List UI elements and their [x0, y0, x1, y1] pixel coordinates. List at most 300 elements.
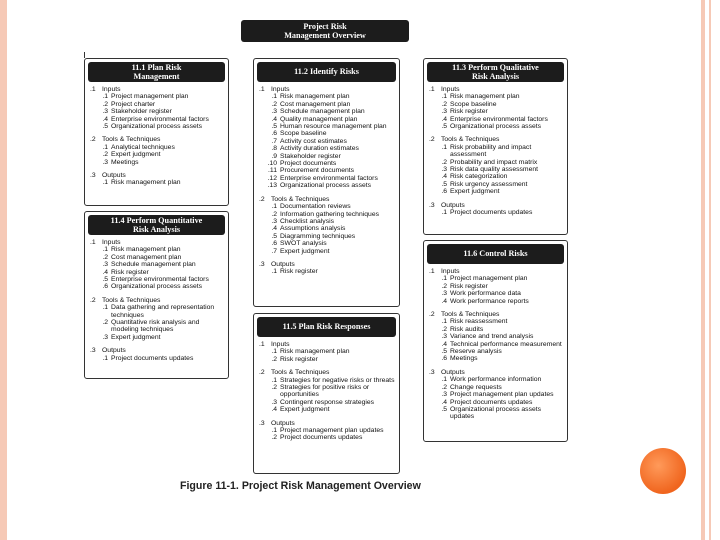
item-number: .5 — [271, 232, 277, 240]
list-item — [259, 427, 395, 434]
item-number: .11 — [268, 167, 277, 175]
section-title-outputs — [429, 202, 563, 209]
section-number: .2 — [429, 311, 435, 319]
list-item — [259, 356, 395, 363]
list-item — [259, 434, 395, 441]
list-item — [90, 116, 224, 123]
list-item — [259, 116, 395, 123]
item-text: Expert judgment — [280, 247, 330, 255]
list-item — [259, 130, 395, 137]
item-number: .2 — [271, 355, 277, 363]
section-number: .3 — [429, 201, 435, 209]
item-number: .5 — [441, 123, 447, 131]
section-title-outputs — [90, 172, 224, 179]
item-text: Stakeholder register — [111, 108, 172, 116]
item-text: Contingent response strategies — [280, 398, 375, 406]
list-item — [259, 167, 395, 174]
item-text: Variance and trend analysis — [450, 333, 534, 341]
item-number: .1 — [271, 348, 277, 356]
list-item — [429, 166, 563, 173]
section-number: .2 — [90, 136, 96, 144]
item-text: Cost management plan — [280, 100, 351, 108]
list-item — [90, 93, 224, 100]
list-item — [429, 406, 563, 421]
list-item — [259, 138, 395, 145]
figure-caption: Figure 11-1. Project Risk Management Overview — [180, 480, 421, 492]
item-text: Assumptions analysis — [280, 225, 346, 233]
item-number: .1 — [441, 209, 447, 217]
item-text: SWOT analysis — [280, 240, 327, 248]
process-content-11-1 — [90, 86, 224, 187]
list-item — [259, 123, 395, 130]
section-number: .1 — [259, 86, 265, 93]
item-number: .4 — [271, 225, 277, 233]
item-text: Project management plan — [450, 275, 528, 283]
process-header-11-3 — [427, 62, 564, 82]
item-number: .1 — [271, 376, 277, 384]
list-item — [90, 159, 224, 166]
item-text: Organizational process assets — [450, 123, 542, 131]
item-number: .2 — [441, 282, 447, 290]
item-text: Risk register — [450, 282, 488, 290]
item-number: .12 — [267, 174, 277, 182]
list-item — [429, 326, 563, 333]
item-text: Scope baseline — [450, 100, 497, 108]
item-number: .2 — [441, 100, 447, 108]
list-item — [90, 269, 224, 276]
item-number: .1 — [102, 304, 108, 312]
list-item — [90, 179, 224, 186]
item-text: Organizational process assets — [111, 123, 203, 131]
item-number: .1 — [441, 93, 447, 101]
list-item — [429, 399, 563, 406]
list-item — [259, 406, 395, 413]
section-title-outputs — [259, 261, 395, 268]
item-number: .4 — [271, 406, 277, 414]
list-item — [429, 275, 563, 282]
process-header-11-4 — [88, 215, 225, 235]
section-label: Inputs — [441, 86, 460, 93]
list-item — [259, 248, 395, 255]
item-text: Risk urgency assessment — [450, 180, 528, 188]
item-number: .2 — [271, 434, 277, 442]
section-number: .1 — [429, 268, 435, 275]
item-text: Risk audits — [450, 325, 484, 333]
section-label: Tools & Techniques — [441, 136, 500, 144]
section-title-tools — [429, 136, 563, 143]
item-text: Expert judgment — [111, 333, 161, 341]
section-title-inputs — [90, 239, 224, 246]
item-number: .4 — [102, 268, 108, 276]
item-text: Enterprise environmental factors — [111, 115, 209, 123]
item-text: Risk categorization — [450, 173, 508, 181]
list-item — [259, 101, 395, 108]
list-item — [259, 348, 395, 355]
section-number: .1 — [90, 86, 96, 93]
list-item — [259, 240, 395, 247]
item-text: Project charter — [111, 100, 156, 108]
item-text: Procurement documents — [280, 167, 355, 175]
section-label: Inputs — [102, 239, 121, 246]
item-text: Work performance information — [450, 376, 542, 384]
item-text: Organizational process assets — [280, 182, 372, 190]
item-text: Organizational process assets — [111, 283, 203, 291]
section-title-tools — [90, 297, 224, 304]
section-title-tools — [259, 369, 395, 376]
list-item — [90, 283, 224, 290]
section-label: Tools & Techniques — [102, 296, 161, 304]
process-title-11-2-line1: 11.2 Identify Risks — [294, 67, 359, 77]
list-item — [259, 233, 395, 240]
item-text: Risk data quality assessment — [450, 166, 539, 174]
process-box-11-3 — [423, 58, 568, 235]
list-item — [429, 116, 563, 123]
item-number: .1 — [271, 268, 277, 276]
item-number: .2 — [441, 325, 447, 333]
item-text: Enterprise environmental factors — [450, 115, 548, 123]
item-text: Enterprise environmental factors — [280, 174, 378, 182]
item-text: Risk management plan — [280, 348, 350, 356]
item-text: Risk register — [111, 268, 149, 276]
item-number: .1 — [441, 376, 447, 384]
item-text: Expert judgment — [111, 151, 161, 159]
item-text: Work performance data — [450, 290, 521, 298]
section-number: .3 — [90, 347, 96, 355]
item-number: .9 — [271, 152, 277, 160]
section-label: Inputs — [441, 268, 460, 275]
item-number: .3 — [441, 391, 447, 399]
process-content-11-6 — [429, 268, 563, 421]
item-number: .5 — [441, 348, 447, 356]
item-number: .4 — [441, 340, 447, 348]
section-title-inputs — [90, 86, 224, 93]
item-text: Risk register — [280, 355, 318, 363]
list-item — [90, 144, 224, 151]
item-text: Reserve analysis — [450, 348, 502, 356]
list-item — [429, 391, 563, 398]
item-text: Project documents — [280, 160, 337, 168]
process-content-11-4 — [90, 239, 224, 362]
item-text: Work performance reports — [450, 297, 529, 305]
section-title-inputs — [259, 86, 395, 93]
item-number: .2 — [441, 383, 447, 391]
section-label: Tools & Techniques — [102, 136, 161, 144]
item-number: .3 — [102, 333, 108, 341]
list-item — [259, 225, 395, 232]
item-number: .2 — [102, 100, 108, 108]
list-item — [429, 159, 563, 166]
list-item — [259, 399, 395, 406]
item-text: Activity duration estimates — [280, 145, 359, 153]
item-number: .3 — [441, 290, 447, 298]
item-number: .3 — [441, 333, 447, 341]
item-text: Risk management plan — [111, 246, 181, 254]
item-text: Strategies for negative risks or threats — [280, 376, 395, 384]
list-item — [429, 341, 563, 348]
section-number: .2 — [429, 136, 435, 144]
item-number: .4 — [102, 115, 108, 123]
item-text: Schedule management plan — [111, 261, 196, 269]
item-text: Meetings — [111, 158, 139, 166]
item-number: .3 — [271, 217, 277, 225]
list-item — [259, 203, 395, 210]
item-text: Expert judgment — [280, 406, 330, 414]
item-number: .1 — [271, 203, 277, 211]
item-text: Project management plan updates — [280, 427, 384, 435]
item-number: .6 — [441, 355, 447, 363]
list-item — [429, 376, 563, 383]
process-box-11-4 — [84, 211, 229, 379]
section-label: Inputs — [271, 341, 290, 348]
item-text: Risk management plan — [111, 179, 181, 187]
list-item — [429, 144, 563, 159]
item-number: .6 — [441, 188, 447, 196]
process-title-11-1-line2: Management — [133, 72, 180, 81]
item-number: .1 — [271, 427, 277, 435]
list-item — [429, 173, 563, 180]
item-number: .5 — [102, 123, 108, 131]
item-text: Change requests — [450, 383, 502, 391]
list-item — [429, 290, 563, 297]
item-number: .1 — [102, 93, 108, 101]
item-number: .1 — [441, 318, 447, 326]
item-number: .3 — [102, 108, 108, 116]
item-text: Expert judgment — [450, 188, 500, 196]
list-item — [259, 160, 395, 167]
item-text: Human resource management plan — [280, 123, 387, 131]
section-label: Tools & Techniques — [271, 195, 330, 203]
list-item — [90, 108, 224, 115]
item-number: .6 — [271, 240, 277, 248]
item-number: .2 — [102, 319, 108, 327]
item-text: Risk management plan — [280, 93, 350, 101]
section-label: Outputs — [271, 260, 295, 268]
item-number: .1 — [102, 143, 108, 151]
list-item — [259, 182, 395, 189]
list-item — [429, 283, 563, 290]
item-number: .4 — [441, 173, 447, 181]
section-title-inputs — [259, 341, 395, 348]
process-box-11-5 — [253, 313, 400, 474]
item-text: Analytical techniques — [111, 143, 175, 151]
list-item — [90, 151, 224, 158]
process-content-11-3 — [429, 86, 563, 217]
section-label: Outputs — [441, 201, 465, 209]
process-header-11-1 — [88, 62, 225, 82]
item-number: .5 — [441, 180, 447, 188]
list-item — [429, 384, 563, 391]
item-text: Technical performance measurement — [450, 340, 562, 348]
section-number: .1 — [429, 86, 435, 93]
process-title-11-5-line1: 11.5 Plan Risk Responses — [282, 322, 371, 332]
item-number: .4 — [441, 398, 447, 406]
item-number: .10 — [267, 160, 277, 168]
section-label: Inputs — [102, 86, 121, 93]
item-text: Project documents updates — [280, 434, 363, 442]
item-text: Data gathering and representation techniques — [111, 304, 215, 319]
section-number: .1 — [90, 239, 96, 246]
section-title-outputs — [259, 420, 395, 427]
list-item — [259, 175, 395, 182]
item-text: Strategies for positive risks or opportunities — [280, 384, 370, 399]
list-item — [90, 304, 224, 319]
process-title-11-4-line2: Risk Analysis — [132, 225, 181, 234]
list-item — [90, 254, 224, 261]
list-item — [259, 218, 395, 225]
list-item — [90, 261, 224, 268]
item-text: Project management plan — [111, 93, 189, 101]
list-item — [90, 123, 224, 130]
section-label: Tools & Techniques — [271, 369, 330, 377]
item-number: .6 — [102, 283, 108, 291]
list-item — [259, 384, 395, 399]
title-line-2: Management Overview — [284, 31, 366, 40]
item-text: Organizational process assets updates — [450, 405, 542, 421]
section-number: .3 — [259, 419, 265, 427]
section-number: .3 — [429, 368, 435, 376]
section-number: .2 — [90, 296, 96, 304]
item-text: Diagramming techniques — [280, 232, 356, 240]
item-text: Risk register — [280, 268, 318, 276]
list-item — [90, 334, 224, 341]
item-text: Stakeholder register — [280, 152, 341, 160]
section-label: Outputs — [102, 347, 126, 355]
section-number: .3 — [90, 172, 96, 180]
section-title-outputs — [429, 369, 563, 376]
item-number: .2 — [441, 158, 447, 166]
item-number: .1 — [441, 143, 447, 151]
item-number: .4 — [441, 297, 447, 305]
list-item — [90, 355, 224, 362]
item-number: .4 — [271, 115, 277, 123]
title-line-1: Project Risk — [303, 21, 347, 31]
item-text: Meetings — [450, 355, 478, 363]
item-number: .8 — [271, 145, 277, 153]
list-item — [259, 153, 395, 160]
item-number: .2 — [271, 100, 277, 108]
process-header-11-6 — [427, 244, 564, 264]
section-number: .3 — [259, 260, 265, 268]
list-item — [90, 246, 224, 253]
item-text: Activity cost estimates — [280, 137, 347, 145]
list-item — [429, 298, 563, 305]
list-item — [429, 333, 563, 340]
item-text: Project documents updates — [111, 354, 194, 362]
item-number: .3 — [102, 261, 108, 269]
item-text: Cost management plan — [111, 253, 182, 261]
process-header-11-2 — [257, 62, 396, 82]
process-content-11-2 — [259, 86, 395, 276]
item-number: .3 — [102, 158, 108, 166]
item-number: .13 — [267, 182, 277, 190]
item-number: .7 — [271, 137, 277, 145]
process-title-11-6-line1: 11.6 Control Risks — [463, 249, 528, 259]
section-title-inputs — [429, 268, 563, 275]
item-text: Schedule management plan — [280, 108, 365, 116]
item-number: .5 — [441, 405, 447, 413]
list-item — [429, 188, 563, 195]
section-label: Outputs — [102, 172, 126, 180]
diagram-title — [241, 20, 409, 42]
item-number: .3 — [271, 108, 277, 116]
item-number: .6 — [271, 130, 277, 138]
item-number: .1 — [441, 275, 447, 283]
list-item — [259, 108, 395, 115]
process-header-11-5 — [257, 317, 396, 337]
section-label: Inputs — [271, 86, 290, 93]
process-box-11-2 — [253, 58, 400, 307]
list-item — [429, 355, 563, 362]
item-text: Risk management plan — [450, 93, 520, 101]
section-number: .2 — [259, 195, 265, 203]
item-number: .1 — [271, 93, 277, 101]
item-text: Risk reassessment — [450, 318, 508, 326]
item-text: Quality management plan — [280, 115, 358, 123]
section-number: .2 — [259, 369, 265, 377]
item-text: Documentation reviews — [280, 203, 351, 211]
section-title-tools — [90, 136, 224, 143]
item-text: Information gathering techniques — [280, 210, 379, 218]
section-title-tools — [259, 196, 395, 203]
section-label: Outputs — [271, 419, 295, 427]
list-item — [90, 101, 224, 108]
process-title-11-3-line1: 11.3 Perform Qualitative — [452, 62, 539, 72]
list-item — [429, 123, 563, 130]
item-text: Project documents updates — [450, 398, 533, 406]
section-title-inputs — [429, 86, 563, 93]
list-item — [259, 377, 395, 384]
item-text: Risk register — [450, 108, 488, 116]
list-item — [429, 181, 563, 188]
item-number: .1 — [102, 179, 108, 187]
item-number: .2 — [102, 253, 108, 261]
list-item — [429, 93, 563, 100]
list-item — [259, 145, 395, 152]
item-text: Checklist analysis — [280, 217, 335, 225]
item-number: .2 — [271, 210, 277, 218]
list-item — [429, 348, 563, 355]
item-number: .2 — [102, 151, 108, 159]
process-box-11-1 — [84, 58, 229, 206]
item-text: Probability and impact matrix — [450, 158, 538, 166]
section-label: Outputs — [441, 368, 465, 376]
item-number: .5 — [102, 276, 108, 284]
section-number: .1 — [259, 341, 265, 348]
process-title-11-4-line1: 11.4 Perform Quantitative — [110, 215, 203, 225]
list-item — [90, 276, 224, 283]
item-number: .3 — [441, 166, 447, 174]
item-text: Project documents updates — [450, 209, 533, 217]
section-title-outputs — [90, 347, 224, 354]
item-text: Quantitative risk analysis and modeling techniques — [111, 319, 200, 334]
item-number: .4 — [441, 115, 447, 123]
list-item — [429, 108, 563, 115]
item-number: .3 — [441, 108, 447, 116]
item-number: .3 — [271, 398, 277, 406]
connector-spacer — [84, 52, 564, 53]
item-number: .7 — [271, 247, 277, 255]
list-item — [259, 93, 395, 100]
item-number: .5 — [271, 123, 277, 131]
list-item — [90, 319, 224, 334]
item-number: .1 — [102, 354, 108, 362]
list-item — [429, 209, 563, 216]
list-item — [259, 268, 395, 275]
item-text: Project management plan updates — [450, 391, 554, 399]
section-title-tools — [429, 311, 563, 318]
list-item — [259, 211, 395, 218]
item-text: Risk probability and impact assessment — [450, 143, 532, 159]
